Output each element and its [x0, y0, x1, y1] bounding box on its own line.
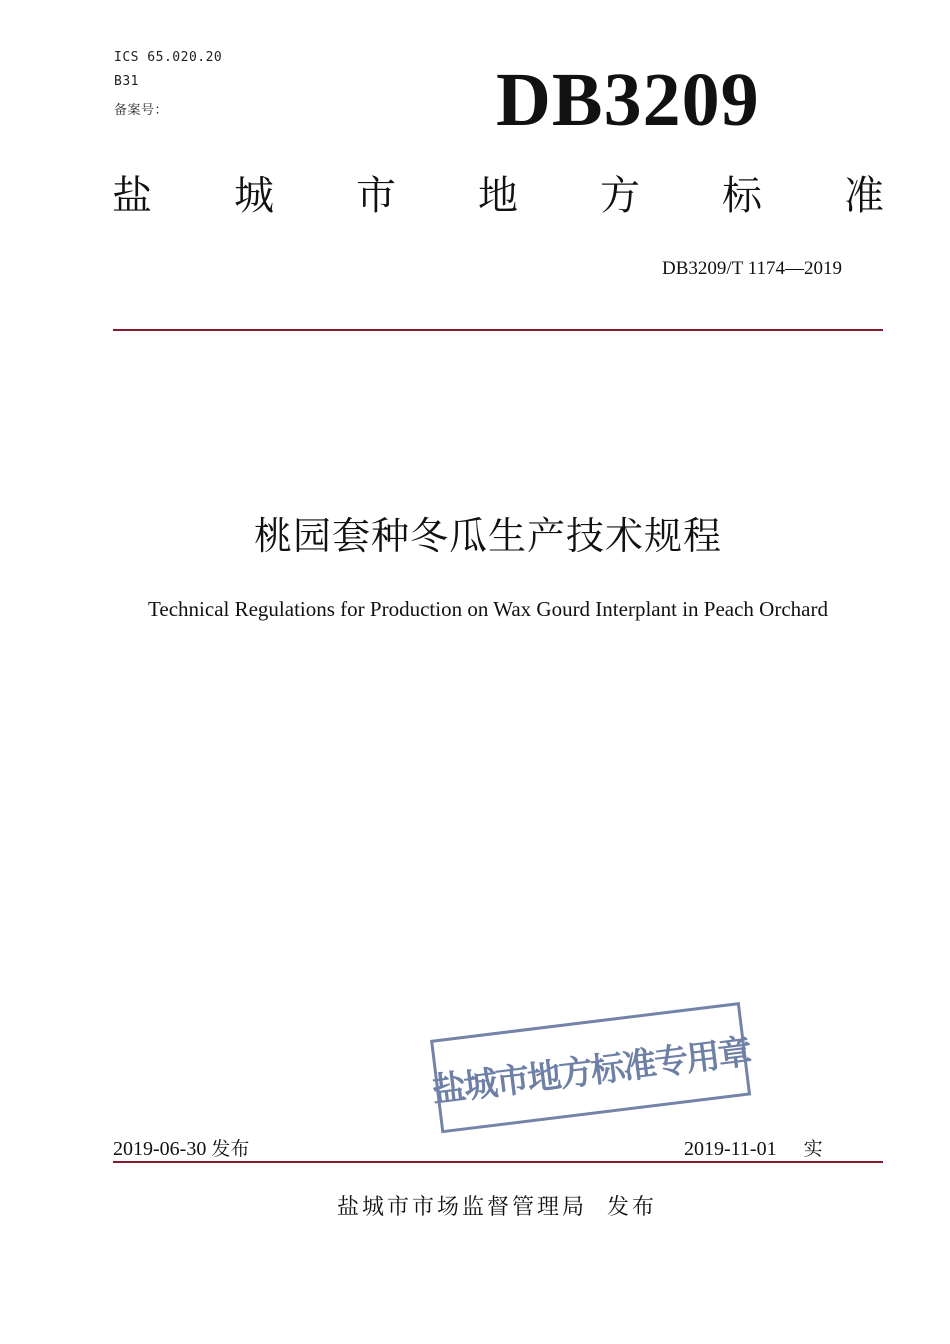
- top-divider: [113, 329, 883, 331]
- title-english: Technical Regulations for Production on Wax Gourd Interplant in Peach Orchard: [148, 597, 828, 621]
- standard-type-char: 市: [356, 173, 396, 219]
- standard-type-char: 标: [722, 173, 762, 219]
- implement-date: 2019-11-01: [684, 1138, 777, 1160]
- standard-type-char: 盐: [112, 173, 152, 219]
- standard-code: DB3209: [496, 58, 760, 142]
- issue-label: 发布: [211, 1138, 250, 1160]
- publisher: 盐城市市场监督管理局 发布: [337, 1195, 657, 1220]
- standard-type: [112, 173, 884, 219]
- implement-label: 实: [803, 1138, 823, 1160]
- title-chinese: 桃园套种冬瓜生产技术规程: [253, 514, 722, 558]
- ics-code: ICS 65.020.20: [114, 50, 223, 65]
- bottom-divider: [113, 1161, 883, 1163]
- issue-date: 2019-06-30: [113, 1138, 207, 1160]
- issue-date-line: [113, 1134, 249, 1161]
- standard-type-char: 方: [600, 173, 640, 219]
- standard-type-char: 准: [844, 173, 884, 219]
- classification-code: B31: [114, 74, 139, 89]
- official-stamp: 盐城市地方标准专用章: [430, 1002, 751, 1133]
- standard-number: DB3209/T 1174—2019: [662, 258, 842, 279]
- implement-date-line: [684, 1134, 823, 1161]
- standard-type-char: 地: [478, 173, 518, 219]
- registration-label: 备案号：: [114, 103, 169, 118]
- standard-type-char: 城: [234, 173, 274, 219]
